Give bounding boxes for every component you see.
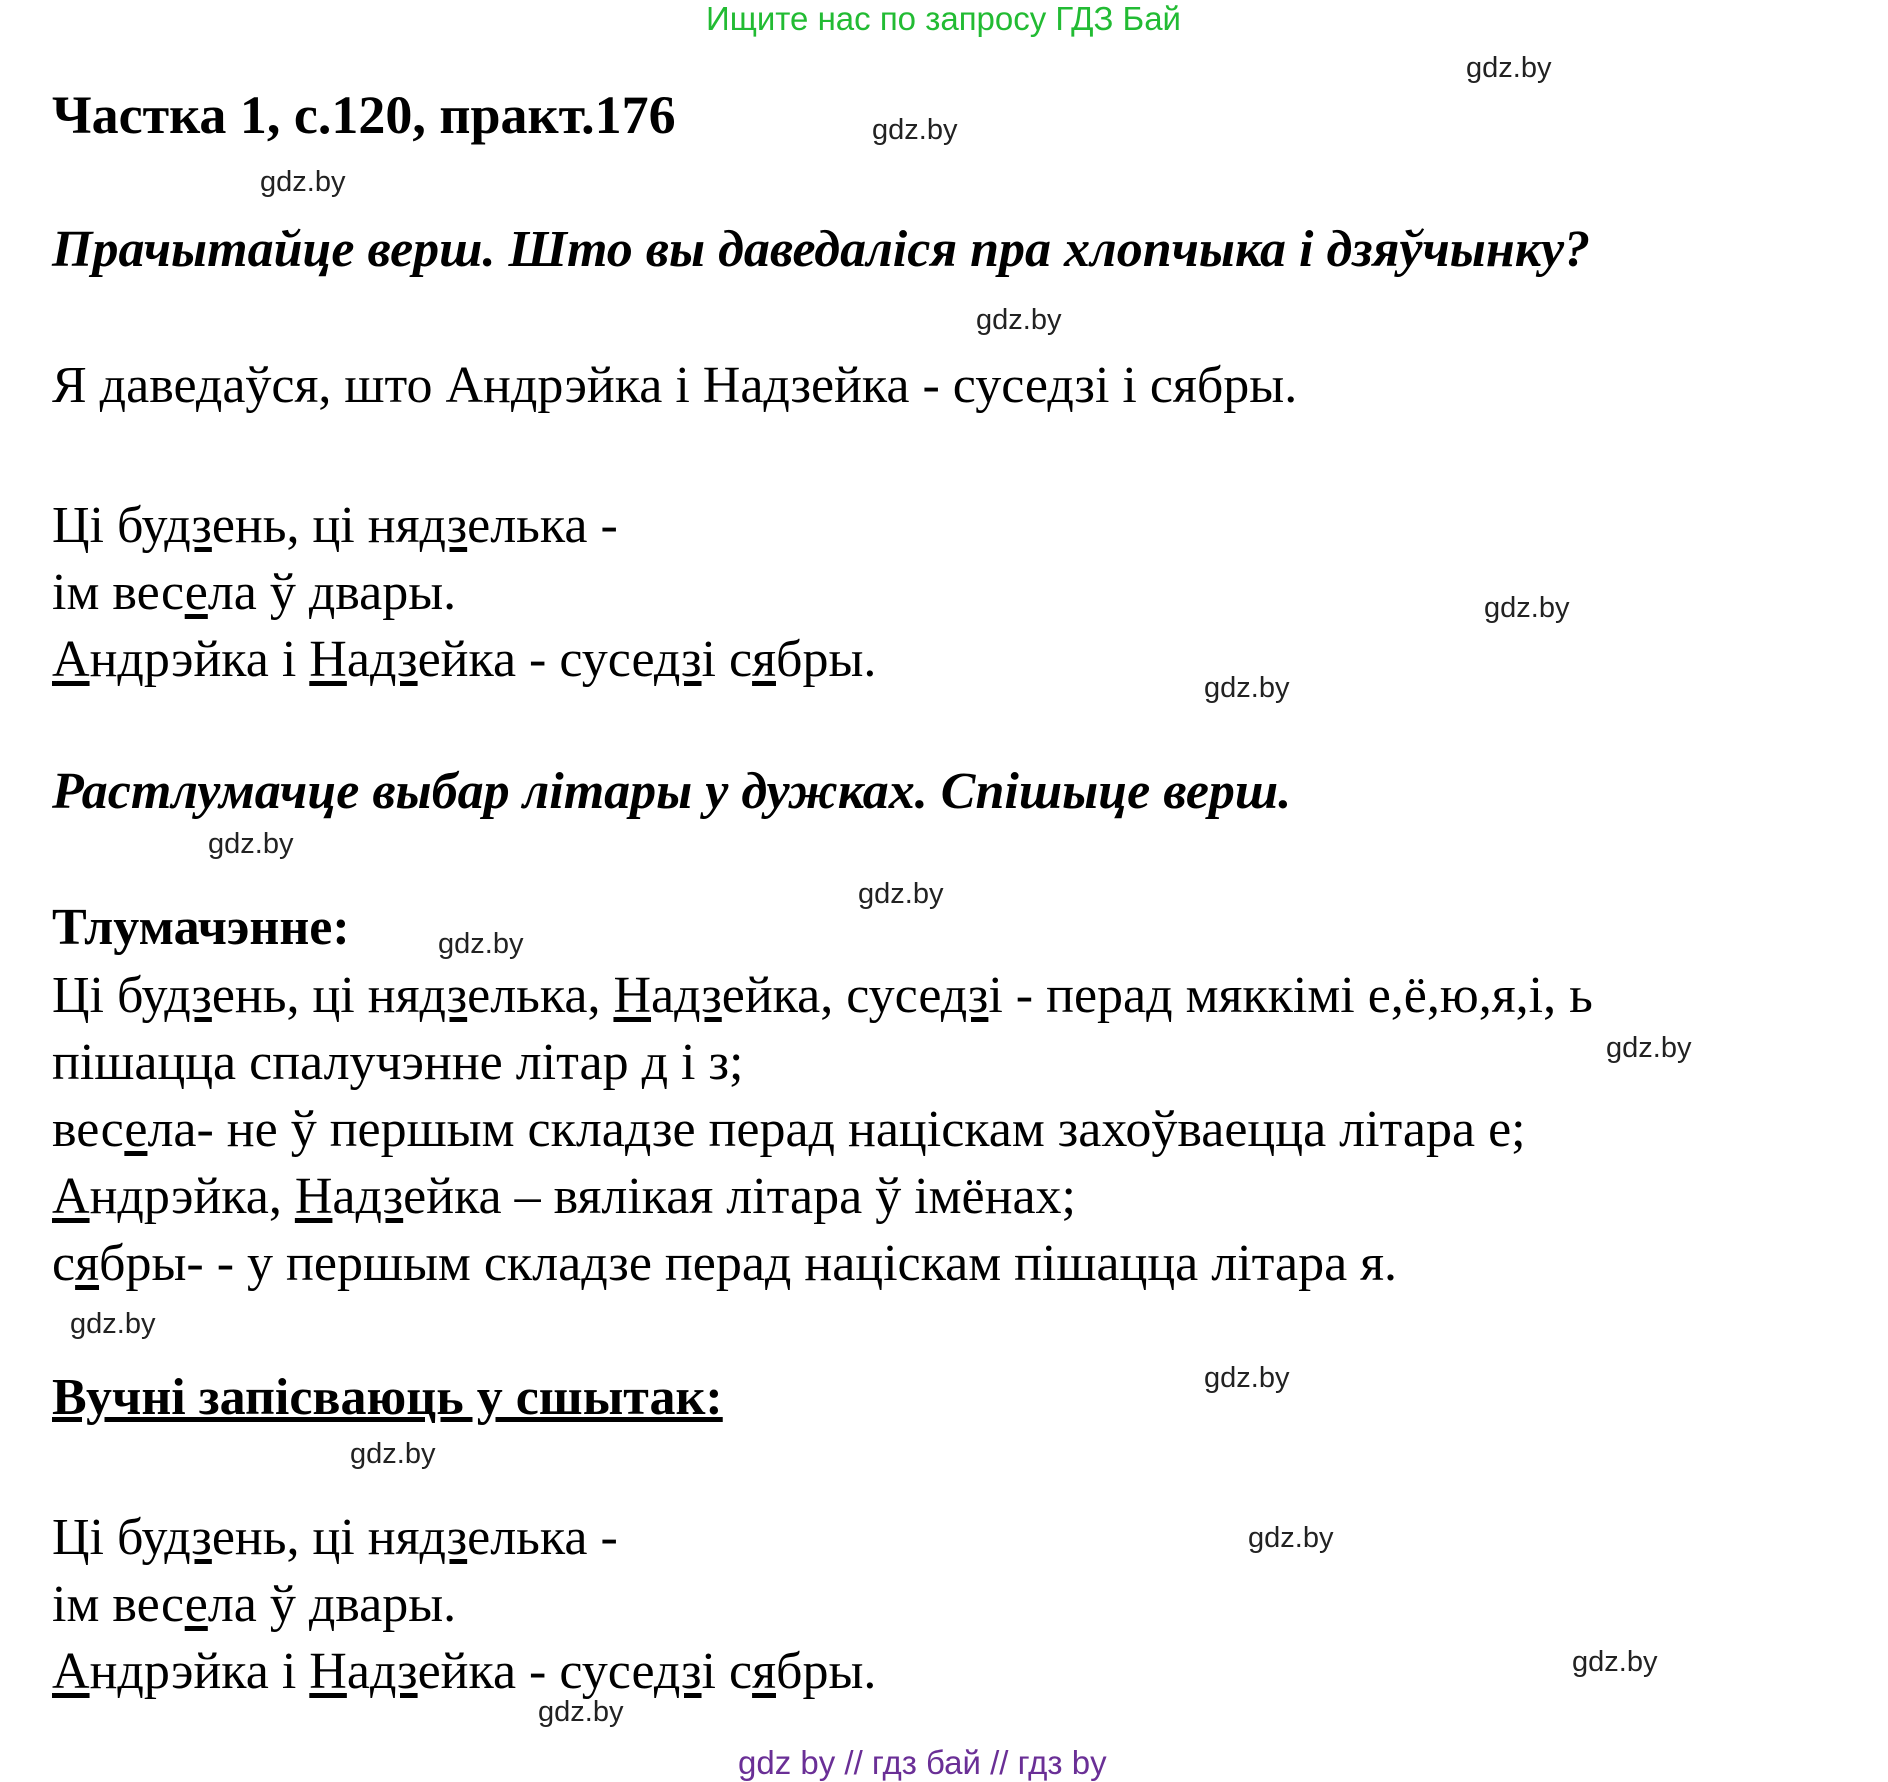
watermark: gdz.by xyxy=(1466,52,1552,84)
underlined-letters: е xyxy=(184,1576,208,1633)
page-heading: Частка 1, с.120, практ.176 xyxy=(52,85,676,145)
underlined-letters: я xyxy=(752,1643,776,1700)
task-2-instruction: Растлумачце выбар літары у дужках. Спішыце верш. xyxy=(52,763,1292,820)
underlined-letters: дз xyxy=(419,497,468,554)
explanation-line xyxy=(52,1230,1593,1297)
explanation-line xyxy=(52,1163,1593,1230)
text-segment: ім вес xyxy=(52,564,185,621)
explanation-text xyxy=(52,962,1593,1297)
text-segment: бры. xyxy=(775,631,877,688)
underlined-letters: дз xyxy=(164,497,212,554)
underlined-letters: Н xyxy=(309,631,347,688)
underlined-letters: дз xyxy=(164,1509,212,1566)
footer-links: gdz by // гдз бай // гдз by xyxy=(738,1744,1107,1781)
underlined-letters: дз xyxy=(419,1509,468,1566)
text-segment: Ці бу xyxy=(52,967,165,1024)
underlined-letters: Н xyxy=(309,1643,347,1700)
poem-line xyxy=(52,1638,876,1705)
watermark: gdz.by xyxy=(1204,1362,1290,1394)
underlined-letters: дз xyxy=(653,631,702,688)
underlined-letters: я xyxy=(75,1235,100,1292)
underlined-letters: е xyxy=(124,1101,148,1158)
explanation-line xyxy=(52,962,1593,1029)
watermark: gdz.by xyxy=(260,166,346,198)
text-segment: а xyxy=(651,967,675,1024)
poem-line xyxy=(52,626,876,693)
underlined-letters: дз xyxy=(653,1643,702,1700)
text-segment: ейка - сусе xyxy=(417,631,654,688)
underlined-letters: Н xyxy=(294,1168,333,1225)
text-segment: ейка - сусе xyxy=(417,1643,654,1700)
underlined-letters: дз xyxy=(940,967,989,1024)
watermark: gdz.by xyxy=(1606,1032,1692,1064)
task-1-instruction: Прачытайце верш. Што вы даведаліся пра хлопчыка і дзяўчынку? xyxy=(52,221,1591,278)
notebook-label: Вучні запісваюць у сшытак: xyxy=(52,1369,723,1426)
underlined-letters: дз xyxy=(369,631,418,688)
underlined-letters: е xyxy=(184,564,208,621)
text-segment: ла ў двары. xyxy=(207,1576,457,1633)
text-segment: і с xyxy=(701,631,753,688)
poem-line xyxy=(52,559,876,626)
text-segment: с xyxy=(52,1235,76,1292)
underlined-letters: дз xyxy=(419,967,468,1024)
text-segment: ень, ці ня xyxy=(211,967,420,1024)
text-segment: Ці бу xyxy=(52,497,165,554)
poem-first xyxy=(52,492,876,693)
text-segment: елька, xyxy=(467,967,614,1024)
text-segment: Ці бу xyxy=(52,1509,165,1566)
underlined-letters: я xyxy=(752,631,776,688)
text-segment: ндрэйка, xyxy=(89,1168,295,1225)
poem-line xyxy=(52,1571,876,1638)
watermark: gdz.by xyxy=(872,114,958,146)
poem-line xyxy=(52,492,876,559)
underlined-letters: Н xyxy=(613,967,652,1024)
text-segment: бры- - у першым складзе перад націскам пішацца літара я. xyxy=(99,1235,1398,1292)
text-segment: елька - xyxy=(467,1509,618,1566)
text-segment: ейка – вялікая літара ў імёнах; xyxy=(403,1168,1076,1225)
watermark: gdz.by xyxy=(858,878,944,910)
watermark: gdz.by xyxy=(350,1438,436,1470)
watermark: gdz.by xyxy=(538,1696,624,1728)
text-segment: ндрэйка і xyxy=(89,1643,310,1700)
watermark: gdz.by xyxy=(1572,1646,1658,1678)
text-segment: ла- не ў першым складзе перад націскам захоўваецца літара е; xyxy=(147,1101,1526,1158)
text-segment: а xyxy=(346,631,370,688)
text-segment: бры. xyxy=(775,1643,877,1700)
underlined-letters: А xyxy=(52,1643,90,1700)
text-segment: ень, ці ня xyxy=(211,497,420,554)
watermark: gdz.by xyxy=(1204,672,1290,704)
poem-line xyxy=(52,1504,876,1571)
underlined-letters: дз xyxy=(674,967,722,1024)
explanation-line: пішацца спалучэнне літар д і з; xyxy=(52,1034,744,1091)
text-segment: елька - xyxy=(467,497,618,554)
text-segment: вес xyxy=(52,1101,125,1158)
answer-1: Я даведаўся, што Андрэйка і Надзейка - суседзі і сябры. xyxy=(52,357,1298,414)
text-segment: і - перад мяккімі е,ё,ю,я,і, ь xyxy=(988,967,1593,1024)
text-segment: ла ў двары. xyxy=(207,564,457,621)
text-segment: а xyxy=(332,1168,356,1225)
poem-notebook xyxy=(52,1504,876,1705)
text-segment: ндрэйка і xyxy=(89,631,310,688)
search-banner: Ищите нас по запросу ГДЗ Бай xyxy=(706,0,1181,37)
underlined-letters: дз xyxy=(355,1168,404,1225)
watermark: gdz.by xyxy=(1248,1522,1334,1554)
text-segment: ейка, сусе xyxy=(721,967,941,1024)
text-segment: ім вес xyxy=(52,1576,185,1633)
underlined-letters: А xyxy=(52,631,90,688)
underlined-letters: А xyxy=(52,1168,90,1225)
text-segment: а xyxy=(346,1643,370,1700)
underlined-letters: дз xyxy=(369,1643,418,1700)
watermark: gdz.by xyxy=(1484,592,1570,624)
explanation-line xyxy=(52,1096,1593,1163)
explanation-label: Тлумачэнне: xyxy=(52,899,350,956)
watermark: gdz.by xyxy=(976,304,1062,336)
watermark: gdz.by xyxy=(208,828,294,860)
text-segment: ень, ці ня xyxy=(211,1509,420,1566)
watermark: gdz.by xyxy=(70,1308,156,1340)
text-segment: і с xyxy=(701,1643,753,1700)
watermark: gdz.by xyxy=(438,928,524,960)
underlined-letters: дз xyxy=(164,967,212,1024)
